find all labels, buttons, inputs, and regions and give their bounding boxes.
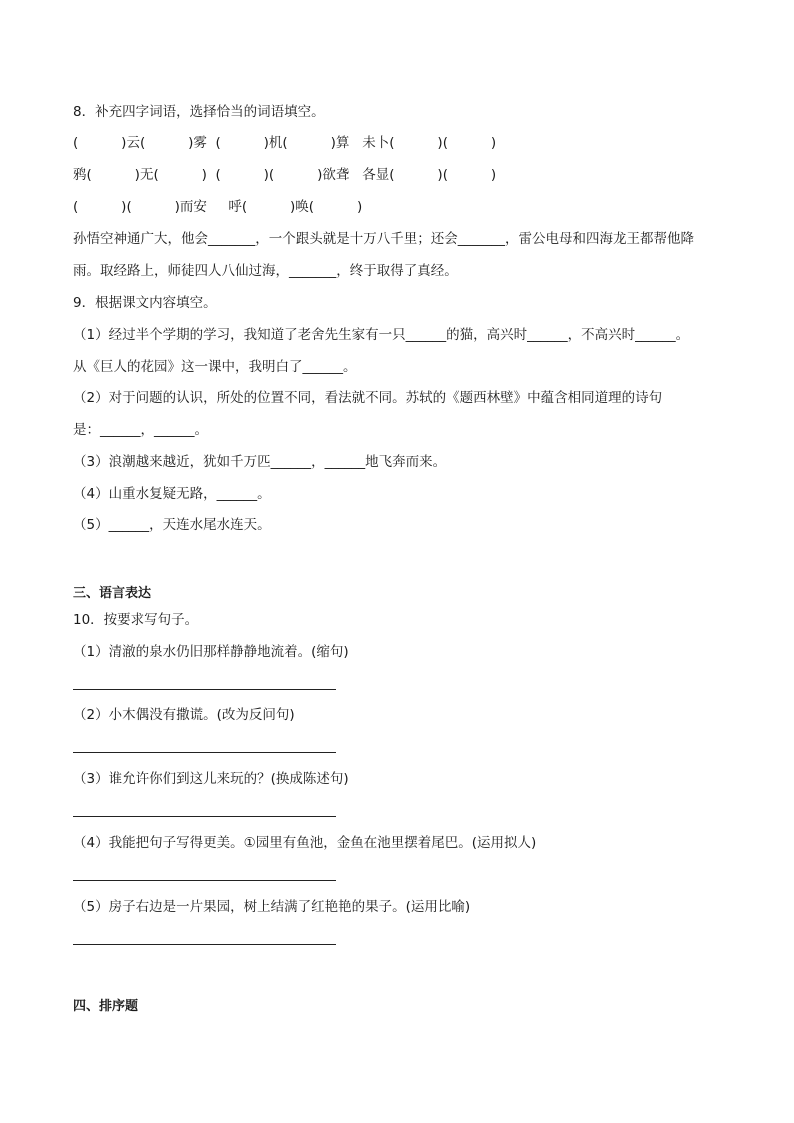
section-heading-language-expression: 三、语言表达 [73, 586, 152, 601]
q8-row2: 鸦( )无( ) ( )( )欲聋 各显( )( ) [73, 167, 497, 183]
q10-item2-answer-line[interactable] [73, 752, 336, 753]
q9-item2-line1: （2）对于问题的认识，所处的位置不同，看法就不同。苏轼的《题西林壁》中蕴含相同道理的诗句 [73, 390, 663, 406]
q10-item3: （3）谁允许你们到这儿来玩的？(换成陈述句) [73, 771, 349, 787]
q9-item1-line2: 从《巨人的花园》这一课中，我明白了______。 [73, 359, 357, 375]
q9-item3: （3）浪潮越来越近，犹如千万匹______，______地飞奔而来。 [73, 454, 447, 470]
q10-item2: （2）小木偶没有撒谎。(改为反问句) [73, 707, 295, 723]
q10-title: 10．按要求写句子。 [73, 612, 199, 628]
q10-item4: （4）我能把句子写得更美。①园里有鱼池，金鱼在池里摆着尾巴。(运用拟人) [73, 835, 537, 851]
q8-paragraph-line2: 雨。取经路上，师徒四人八仙过海，_______，终于取得了真经。 [73, 263, 458, 279]
section-heading-ordering: 四、排序题 [73, 999, 139, 1014]
q8-paragraph-line1: 孙悟空神通广大，他会_______，一个跟头就是十万八千里；还会_______，雷公电母和四海龙王都帮他降 [73, 231, 694, 247]
q9-item2-line2: 是：______，______。 [73, 422, 208, 438]
q10-item1: （1）清澈的泉水仍旧那样静静地流着。(缩句) [73, 644, 349, 660]
q10-item5-answer-line[interactable] [73, 944, 336, 945]
q9-item1-line1: （1）经过半个学期的学习，我知道了老舍先生家有一只______的猫，高兴时______，不高兴时______。 [73, 327, 690, 343]
q8-row1: ( )云( )雾 ( )机( )算 未卜( )( ) [73, 135, 497, 151]
q10-item1-answer-line[interactable] [73, 689, 336, 690]
q10-item4-answer-line[interactable] [73, 880, 336, 881]
q8-row3: ( )( )而安 呼( )唤( ) [73, 199, 363, 215]
q9-item4: （4）山重水复疑无路，______。 [73, 486, 271, 502]
q9-item5: （5）______，天连水尾水连天。 [73, 517, 271, 533]
q10-item5: （5）房子右边是一片果园，树上结满了红艳艳的果子。(运用比喻) [73, 899, 471, 915]
q10-item3-answer-line[interactable] [73, 816, 336, 817]
q8-title: 8．补充四字词语，选择恰当的词语填空。 [73, 104, 325, 120]
q9-title: 9．根据课文内容填空。 [73, 295, 217, 311]
